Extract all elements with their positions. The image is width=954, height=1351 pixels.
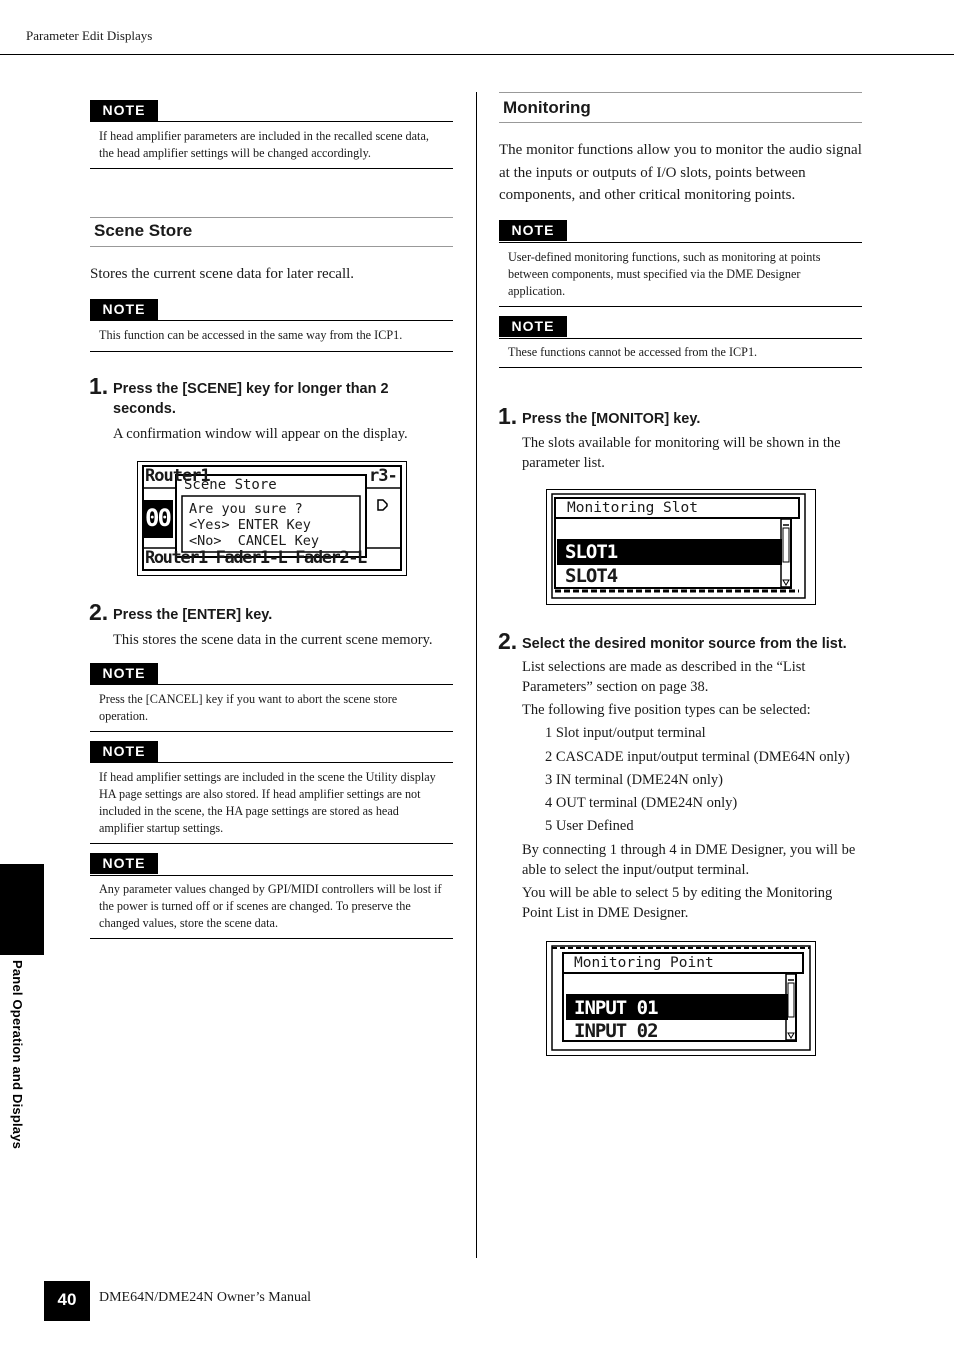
step-number: 1. [498, 403, 518, 429]
lcd-bg-row1: Router1 [145, 466, 210, 486]
lcd-selected-row: INPUT 01 [574, 997, 658, 1019]
section-title-monitoring: Monitoring [503, 98, 591, 117]
lcd-dialog-line: Are you sure ? [189, 501, 303, 517]
step-title: Select the desired monitor source from the list. [522, 636, 847, 652]
section-title-scene-store: Scene Store [94, 221, 193, 240]
note-rule [90, 684, 453, 685]
lcd-title: Monitoring Slot [567, 500, 698, 516]
lcd-row: INPUT 02 [574, 1020, 658, 1042]
section-rule [499, 122, 862, 123]
step-title: Press the [SCENE] key for longer than 2 seconds. [113, 381, 389, 417]
lcd-monitoring-point [546, 941, 816, 1056]
list-item: 1 Slot input/output terminal [545, 725, 706, 741]
list-item: 3 IN terminal (DME24N only) [545, 772, 723, 788]
note-badge: NOTE [90, 853, 158, 874]
step-body: The slots available for monitoring will be shown in the parameter list. [522, 435, 841, 471]
note-badge: NOTE [90, 741, 158, 762]
note-badge: NOTE [90, 299, 158, 320]
note-rule [90, 731, 453, 732]
note-text: User-defined monitoring functions, such as monitoring at points between components, must specified via the DME Designer application. [508, 250, 821, 298]
list-item: 5 User Defined [545, 818, 634, 834]
list-item: 4 OUT terminal (DME24N only) [545, 795, 738, 811]
note-rule [90, 938, 453, 939]
note-rule [90, 875, 453, 876]
header-rule [0, 54, 954, 55]
note-text: If head amplifier settings are included in the scene the Utility display HA page settings are also stored. If head amplifier settings are not included in the scene, the HA page settings are stored as head amplifier startup settings. [99, 770, 436, 835]
note-rule [90, 121, 453, 122]
note-rule [90, 351, 453, 352]
note-text: Press the [CANCEL] key if you want to abort the scene store operation. [99, 692, 398, 723]
step-body: You will be able to select 5 by editing the Monitoring Point List in DME Designer. [522, 885, 833, 921]
lcd-dialog-title: Scene Store [184, 477, 277, 493]
running-header: Parameter Edit Displays [26, 28, 153, 43]
note-rule [90, 168, 453, 169]
step-body: By connecting 1 through 4 in DME Designer, you will be able to select the input/output terminal. [522, 842, 856, 878]
note-rule [90, 843, 453, 844]
side-tab [0, 864, 44, 955]
lcd-dialog-line: <Yes> ENTER Key [189, 517, 311, 533]
step-title: Press the [MONITOR] key. [522, 411, 701, 427]
lcd-dialog-line: <No> CANCEL Key [189, 533, 320, 549]
note-badge: NOTE [499, 316, 567, 337]
note-rule [499, 306, 862, 307]
note-badge: NOTE [499, 220, 567, 241]
footer-manual-title: DME64N/DME24N Owner’s Manual [99, 1290, 312, 1305]
note-rule [90, 762, 453, 763]
page-number: 40 [44, 1281, 90, 1321]
section-intro: The monitor functions allow you to monitor the audio signal at the inputs or outputs of I/O slots, points between components, and other critical monitoring points. [499, 142, 862, 203]
note-text: This function can be accessed in the same way from the ICP1. [99, 328, 403, 342]
lcd-scene-store [137, 461, 407, 576]
lcd-monitoring-slot [546, 489, 816, 605]
note-rule [499, 338, 862, 339]
side-tab-label: Panel Operation and Displays [10, 960, 25, 1150]
section-rule [90, 246, 453, 247]
lcd-bg-row1-right: r3- [369, 466, 397, 486]
note-badge: NOTE [90, 663, 158, 684]
column-divider [476, 92, 477, 1258]
step-number: 2. [89, 599, 109, 625]
step-number: 2. [498, 628, 518, 654]
step-body: List selections are made as described in the “List Parameters” section on page 38. [522, 659, 806, 695]
note-text: These functions cannot be accessed from the ICP1. [508, 345, 758, 359]
step-body: A confirmation window will appear on the display. [113, 426, 408, 442]
lcd-selected-row: SLOT1 [565, 541, 618, 563]
lcd-row: SLOT4 [565, 565, 618, 587]
lcd-bg-row3: Router1 Fader1-L Fader2-L [145, 548, 366, 568]
note-rule [499, 367, 862, 368]
note-rule [90, 320, 453, 321]
section-rule [499, 92, 862, 93]
step-number: 1. [89, 373, 109, 399]
section-intro: Stores the current scene data for later recall. [90, 266, 355, 282]
step-body: The following five position types can be selected: [522, 702, 811, 718]
lcd-bg-number: 00 [145, 504, 170, 532]
lcd-title: Monitoring Point [574, 955, 714, 971]
note-rule [499, 242, 862, 243]
step-body: This stores the scene data in the current scene memory. [113, 632, 433, 648]
section-rule [90, 217, 453, 218]
note-text: If head amplifier parameters are included in the recalled scene data, the head amplifier settings will be changed accordingly. [99, 129, 429, 160]
step-title: Press the [ENTER] key. [113, 607, 273, 623]
note-badge: NOTE [90, 100, 158, 121]
list-item: 2 CASCADE input/output terminal (DME64N only) [545, 749, 850, 765]
note-text: Any parameter values changed by GPI/MIDI controllers will be lost if the power is turned off or if scenes are changed. To preserve the changed values, store the scene data. [99, 882, 442, 930]
